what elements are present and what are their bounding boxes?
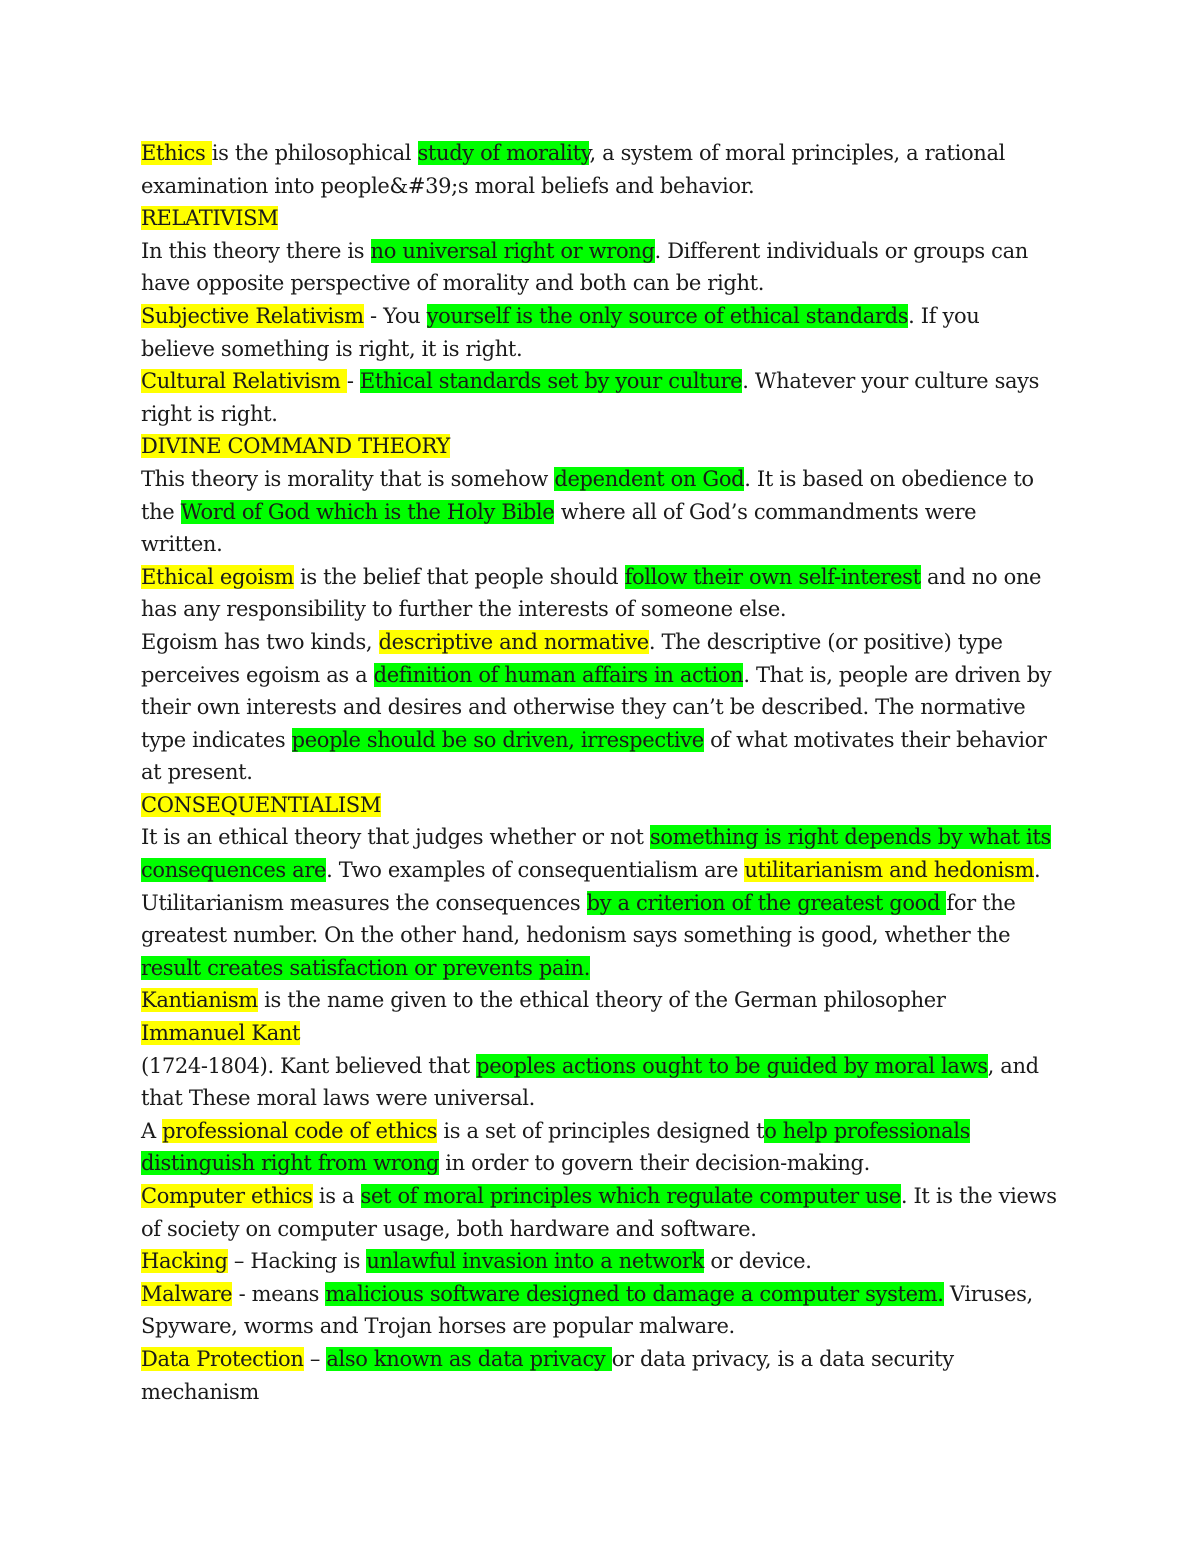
text-line <box>141 170 1066 203</box>
text-line <box>141 300 1066 333</box>
yellow-highlight: Immanuel Kant <box>141 1021 301 1046</box>
green-highlight: by a criterion of the greatest good <box>586 890 947 915</box>
text-run: has any responsibility to further the interests of someone else. <box>141 597 787 622</box>
text-run: – <box>303 1346 327 1371</box>
text-run: type indicates <box>141 727 292 752</box>
text-run: Spyware, worms and Trojan horses are popular malware. <box>141 1314 735 1339</box>
text-run: written. <box>141 532 223 557</box>
text-line <box>141 202 1066 235</box>
text-run: or device. <box>704 1249 812 1274</box>
text-line <box>141 1115 1066 1148</box>
text-line <box>141 267 1066 300</box>
text-run: . It is based on obedience to <box>744 466 1034 491</box>
text-line <box>141 365 1066 398</box>
text-line <box>141 887 1066 920</box>
text-line <box>141 626 1066 659</box>
text-run: . The descriptive (or positive) type <box>648 629 1003 654</box>
green-highlight: dependent on God <box>554 466 745 491</box>
text-run: where all of God’s commandments were <box>554 499 977 524</box>
text-run: and no one <box>920 564 1042 589</box>
yellow-highlight: utilitarianism and hedonism <box>744 858 1035 883</box>
text-line <box>141 398 1066 431</box>
text-run: A <box>141 1118 163 1143</box>
text-run: . Two examples of consequentialism are <box>326 858 745 883</box>
document-page <box>141 137 1066 1408</box>
text-line <box>141 1213 1066 1246</box>
yellow-highlight: professional code of ethics <box>162 1118 438 1143</box>
text-line <box>141 1082 1066 1115</box>
text-run: at present. <box>141 760 253 785</box>
text-run: is the belief that people should <box>293 564 625 589</box>
yellow-highlight: Computer ethics <box>141 1184 313 1208</box>
green-highlight: o help professionals <box>764 1118 971 1143</box>
text-run: . If you <box>908 303 980 328</box>
text-line <box>141 1245 1066 1278</box>
text-run: Egoism has two kinds, <box>141 629 379 654</box>
green-highlight: unlawful invasion into a network <box>366 1249 705 1274</box>
text-run: is the name given to the ethical theory of the German philosopher <box>257 988 946 1013</box>
text-run: . Different individuals or groups can <box>654 238 1028 263</box>
text-line <box>141 1147 1066 1180</box>
text-run: have opposite perspective of morality and both can be right. <box>141 271 765 296</box>
yellow-highlight: Hacking <box>141 1249 228 1274</box>
text-run: . That is, people are driven by <box>743 662 1052 687</box>
text-line <box>141 593 1066 626</box>
text-run: - means <box>232 1281 326 1306</box>
yellow-highlight: Ethics <box>141 141 212 165</box>
text-run: Viruses, <box>943 1281 1033 1306</box>
text-run: of society on computer usage, both hardware and software. <box>141 1216 757 1241</box>
text-line <box>141 235 1066 268</box>
green-highlight: Word of God which is the Holy Bible <box>180 499 555 524</box>
text-run: – Hacking is <box>227 1249 367 1274</box>
text-run: that These moral laws were universal. <box>141 1086 535 1111</box>
yellow-highlight: descriptive and normative <box>378 629 649 654</box>
text-run: of what motivates their behavior <box>703 727 1047 752</box>
text-run: It is an ethical theory that judges whether or not <box>141 825 650 850</box>
yellow-highlight: Subjective Relativism <box>141 303 364 328</box>
text-line <box>141 659 1066 692</box>
text-run: Utilitarianism measures the consequences <box>141 890 587 915</box>
text-run: examination into people&#39;s moral beliefs and behavior. <box>141 173 755 198</box>
text-run: believe something is right, it is right. <box>141 336 523 361</box>
text-run: In this theory there is <box>141 238 371 263</box>
yellow-highlight: CONSEQUENTIALISM <box>141 792 381 817</box>
text-run: (1724-1804). Kant believed that <box>141 1053 477 1078</box>
text-run: is a <box>312 1184 361 1208</box>
text-line <box>141 984 1066 1017</box>
green-highlight: malicious software designed to damage a computer system. <box>325 1281 944 1306</box>
text-line <box>141 854 1066 887</box>
text-line <box>141 1180 1066 1213</box>
text-run: or data privacy, is a data security <box>611 1346 954 1371</box>
text-line <box>141 724 1066 757</box>
text-line <box>141 1376 1066 1409</box>
text-run: greatest number. On the other hand, hedonism says something is good, whether the <box>141 923 1011 948</box>
green-highlight: yourself is the only source of ethical standards <box>426 303 909 328</box>
text-run: - You <box>363 303 427 328</box>
yellow-highlight: RELATIVISM <box>141 206 279 231</box>
text-line <box>141 561 1066 594</box>
text-line <box>141 952 1066 985</box>
green-highlight: consequences are <box>141 858 327 883</box>
text-line <box>141 430 1066 463</box>
text-line <box>141 1343 1066 1376</box>
text-run: their own interests and desires and otherwise they can’t be described. The normative <box>141 695 1026 720</box>
text-run: . It is the views <box>900 1184 1057 1208</box>
green-highlight: also known as data privacy <box>326 1346 612 1371</box>
text-run: in order to govern their decision-making. <box>438 1151 870 1176</box>
text-run: . <box>1034 858 1041 883</box>
yellow-highlight: Ethical egoism <box>141 564 294 589</box>
text-line <box>141 1017 1066 1050</box>
text-run: This theory is morality that is somehow <box>141 466 555 491</box>
text-run: - <box>346 369 360 394</box>
text-line <box>141 919 1066 952</box>
text-run: right is right. <box>141 401 278 426</box>
text-run: perceives egoism as a <box>141 662 374 687</box>
green-highlight: study of morality <box>417 141 590 165</box>
green-highlight: set of moral principles which regulate computer use <box>360 1184 901 1208</box>
text-line <box>141 463 1066 496</box>
text-line <box>141 137 1066 170</box>
text-line <box>141 496 1066 529</box>
text-line <box>141 1278 1066 1311</box>
text-run: , a system of moral principles, a rational <box>589 141 1005 165</box>
text-line <box>141 333 1066 366</box>
yellow-highlight: Cultural Relativism <box>141 369 347 394</box>
text-line <box>141 821 1066 854</box>
text-run: is the philosophical <box>211 141 418 165</box>
green-highlight: follow their own self-interest <box>624 564 921 589</box>
text-run: mechanism <box>141 1379 259 1404</box>
green-highlight: peoples actions ought to be guided by moral laws <box>476 1053 988 1078</box>
text-run: , and <box>987 1053 1039 1078</box>
text-line <box>141 691 1066 724</box>
green-highlight: Ethical standards set by your culture <box>359 369 743 394</box>
green-highlight: distinguish right from wrong <box>141 1151 439 1176</box>
green-highlight: no universal right or wrong <box>370 238 655 263</box>
yellow-highlight: Kantianism <box>141 988 258 1013</box>
text-run: for the <box>946 890 1016 915</box>
text-run: is a set of principles designed t <box>437 1118 765 1143</box>
text-line <box>141 528 1066 561</box>
green-highlight: definition of human affairs in action <box>373 662 744 687</box>
yellow-highlight: DIVINE COMMAND THEORY <box>141 434 450 459</box>
green-highlight: something is right depends by what its <box>649 825 1051 850</box>
green-highlight: people should be so driven, irrespective <box>291 727 704 752</box>
text-line <box>141 1310 1066 1343</box>
green-highlight: result creates satisfaction or prevents pain. <box>141 955 591 980</box>
yellow-highlight: Malware <box>141 1281 233 1306</box>
text-line <box>141 756 1066 789</box>
text-run: . Whatever your culture says <box>742 369 1040 394</box>
text-line <box>141 1050 1066 1083</box>
text-line <box>141 789 1066 822</box>
yellow-highlight: Data Protection <box>141 1346 304 1371</box>
text-run: the <box>141 499 181 524</box>
